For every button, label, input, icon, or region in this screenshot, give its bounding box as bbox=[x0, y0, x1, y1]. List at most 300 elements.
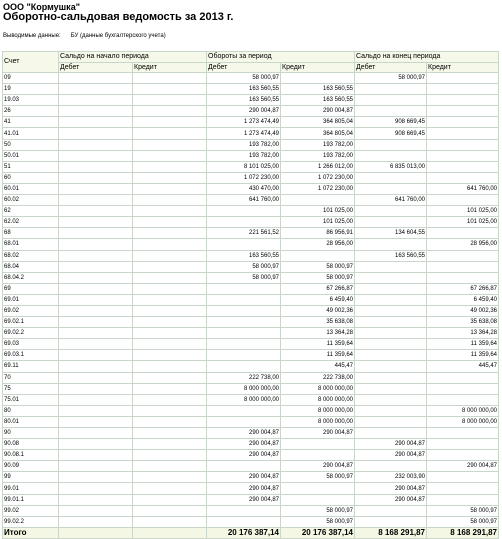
cell-closing-debit bbox=[355, 305, 427, 316]
table-row bbox=[3, 84, 499, 95]
table-row bbox=[3, 428, 499, 439]
cell-closing-credit bbox=[427, 139, 499, 150]
cell-turnover-credit: 193 782,00 bbox=[281, 150, 355, 161]
cell-account: 90 bbox=[3, 428, 59, 439]
cell-opening-debit bbox=[59, 361, 133, 372]
table-row bbox=[3, 117, 499, 128]
cell-closing-credit bbox=[427, 150, 499, 161]
table-row bbox=[3, 328, 499, 339]
totals-label: Итого bbox=[3, 528, 59, 539]
cell-turnover-credit bbox=[281, 483, 355, 494]
cell-opening-debit bbox=[59, 206, 133, 217]
table-row bbox=[3, 272, 499, 283]
cell-closing-debit bbox=[355, 350, 427, 361]
cell-opening-credit bbox=[133, 250, 207, 261]
cell-opening-debit bbox=[59, 106, 133, 117]
cell-closing-debit bbox=[355, 150, 427, 161]
table-row bbox=[3, 416, 499, 427]
cell-closing-debit bbox=[355, 183, 427, 194]
cell-closing-debit: 290 004,87 bbox=[355, 483, 427, 494]
cell-closing-debit bbox=[355, 206, 427, 217]
cell-turnover-credit: 58 000,97 bbox=[281, 272, 355, 283]
totals-closing-credit: 8 168 291,87 bbox=[427, 528, 499, 539]
cell-turnover-debit: 1 273 474,49 bbox=[207, 128, 281, 139]
cell-turnover-debit bbox=[207, 206, 281, 217]
cell-turnover-debit bbox=[207, 317, 281, 328]
cell-closing-credit bbox=[427, 106, 499, 117]
cell-opening-debit bbox=[59, 95, 133, 106]
cell-turnover-debit: 1 273 474,49 bbox=[207, 117, 281, 128]
cell-opening-credit bbox=[133, 361, 207, 372]
cell-opening-credit bbox=[133, 350, 207, 361]
cell-opening-credit bbox=[133, 505, 207, 516]
cell-closing-credit bbox=[427, 195, 499, 206]
cell-opening-credit bbox=[133, 317, 207, 328]
cell-account: 62 bbox=[3, 206, 59, 217]
cell-closing-debit: 641 760,00 bbox=[355, 195, 427, 206]
cell-turnover-credit bbox=[281, 195, 355, 206]
cell-closing-credit: 58 000,97 bbox=[427, 505, 499, 516]
cell-turnover-debit bbox=[207, 305, 281, 316]
cell-account: 69.02 bbox=[3, 305, 59, 316]
table-row bbox=[3, 450, 499, 461]
cell-closing-credit: 6 459,40 bbox=[427, 294, 499, 305]
cell-closing-credit bbox=[427, 394, 499, 405]
cell-turnover-credit: 28 956,00 bbox=[281, 239, 355, 250]
cell-opening-debit bbox=[59, 305, 133, 316]
cell-opening-debit bbox=[59, 494, 133, 505]
cell-opening-debit bbox=[59, 73, 133, 84]
cell-turnover-debit: 1 072 230,00 bbox=[207, 172, 281, 183]
table-row bbox=[3, 405, 499, 416]
cell-opening-debit bbox=[59, 239, 133, 250]
table-row bbox=[3, 106, 499, 117]
cell-closing-debit bbox=[355, 394, 427, 405]
report-title: Оборотно-сальдовая ведомость за 2013 г. bbox=[3, 11, 234, 23]
cell-closing-debit bbox=[355, 428, 427, 439]
table-row bbox=[3, 217, 499, 228]
cell-opening-credit bbox=[133, 195, 207, 206]
cell-turnover-debit: 193 782,00 bbox=[207, 139, 281, 150]
cell-account: 69.03 bbox=[3, 339, 59, 350]
cell-opening-credit bbox=[133, 328, 207, 339]
cell-closing-credit bbox=[427, 272, 499, 283]
cell-turnover-credit: 11 359,64 bbox=[281, 350, 355, 361]
cell-opening-credit bbox=[133, 461, 207, 472]
table-row bbox=[3, 183, 499, 194]
cell-turnover-credit: 163 560,55 bbox=[281, 84, 355, 95]
cell-account: 60.01 bbox=[3, 183, 59, 194]
cell-account: 69.02.2 bbox=[3, 328, 59, 339]
cell-account: 99.02.2 bbox=[3, 516, 59, 527]
cell-opening-credit bbox=[133, 183, 207, 194]
cell-turnover-credit: 8 000 000,00 bbox=[281, 405, 355, 416]
cell-account: 51 bbox=[3, 161, 59, 172]
cell-closing-credit bbox=[427, 383, 499, 394]
header-opening-debit: Дебет bbox=[59, 63, 133, 73]
table-row bbox=[3, 261, 499, 272]
cell-account: 09 bbox=[3, 73, 59, 84]
cell-opening-credit bbox=[133, 228, 207, 239]
table-row bbox=[3, 516, 499, 527]
cell-closing-credit bbox=[427, 261, 499, 272]
cell-turnover-debit bbox=[207, 416, 281, 427]
cell-closing-credit: 49 002,36 bbox=[427, 305, 499, 316]
cell-opening-credit bbox=[133, 383, 207, 394]
cell-turnover-debit bbox=[207, 283, 281, 294]
cell-account: 80.01 bbox=[3, 416, 59, 427]
cell-opening-debit bbox=[59, 483, 133, 494]
cell-opening-credit bbox=[133, 494, 207, 505]
cell-turnover-debit: 290 004,87 bbox=[207, 439, 281, 450]
cell-opening-debit bbox=[59, 505, 133, 516]
cell-turnover-credit: 58 000,97 bbox=[281, 516, 355, 527]
cell-opening-debit bbox=[59, 317, 133, 328]
cell-turnover-debit bbox=[207, 505, 281, 516]
header-turnover-debit: Дебет bbox=[207, 63, 281, 73]
cell-account: 19 bbox=[3, 84, 59, 95]
cell-closing-debit bbox=[355, 372, 427, 383]
cell-opening-debit bbox=[59, 150, 133, 161]
cell-account: 75.01 bbox=[3, 394, 59, 405]
cell-opening-debit bbox=[59, 405, 133, 416]
cell-account: 69.02.1 bbox=[3, 317, 59, 328]
cell-turnover-credit: 1 072 230,00 bbox=[281, 183, 355, 194]
cell-turnover-credit: 67 266,87 bbox=[281, 283, 355, 294]
cell-closing-credit: 67 266,87 bbox=[427, 283, 499, 294]
cell-closing-credit bbox=[427, 117, 499, 128]
cell-opening-credit bbox=[133, 73, 207, 84]
cell-opening-debit bbox=[59, 394, 133, 405]
cell-closing-credit bbox=[427, 439, 499, 450]
cell-closing-debit bbox=[355, 172, 427, 183]
cell-opening-debit bbox=[59, 84, 133, 95]
cell-closing-debit bbox=[355, 383, 427, 394]
cell-closing-credit bbox=[427, 450, 499, 461]
cell-turnover-debit: 290 004,87 bbox=[207, 494, 281, 505]
cell-turnover-credit: 101 025,00 bbox=[281, 206, 355, 217]
cell-opening-debit bbox=[59, 217, 133, 228]
cell-turnover-credit: 35 638,08 bbox=[281, 317, 355, 328]
cell-closing-credit bbox=[427, 172, 499, 183]
cell-turnover-debit bbox=[207, 405, 281, 416]
table-row bbox=[3, 339, 499, 350]
cell-opening-debit bbox=[59, 172, 133, 183]
cell-opening-credit bbox=[133, 416, 207, 427]
output-value: БУ (данные бухгалтерского учета) bbox=[70, 33, 166, 39]
cell-closing-credit: 11 359,64 bbox=[427, 350, 499, 361]
cell-turnover-debit: 8 101 025,00 bbox=[207, 161, 281, 172]
cell-opening-credit bbox=[133, 516, 207, 527]
table-row bbox=[3, 305, 499, 316]
table-row bbox=[3, 461, 499, 472]
totals-opening-debit bbox=[59, 528, 133, 539]
cell-opening-debit bbox=[59, 516, 133, 527]
cell-closing-credit: 290 004,87 bbox=[427, 461, 499, 472]
cell-turnover-credit: 364 805,04 bbox=[281, 128, 355, 139]
cell-closing-debit bbox=[355, 516, 427, 527]
cell-closing-debit bbox=[355, 294, 427, 305]
cell-opening-credit bbox=[133, 305, 207, 316]
cell-turnover-debit bbox=[207, 217, 281, 228]
cell-closing-debit: 232 003,90 bbox=[355, 472, 427, 483]
cell-closing-debit bbox=[355, 139, 427, 150]
header-closing-debit: Дебет bbox=[355, 63, 427, 73]
cell-account: 19.03 bbox=[3, 95, 59, 106]
cell-closing-debit bbox=[355, 106, 427, 117]
cell-closing-credit: 13 364,28 bbox=[427, 328, 499, 339]
cell-turnover-credit: 58 000,97 bbox=[281, 505, 355, 516]
cell-turnover-credit: 1 072 230,00 bbox=[281, 172, 355, 183]
cell-closing-credit bbox=[427, 228, 499, 239]
cell-opening-credit bbox=[133, 339, 207, 350]
cell-turnover-debit bbox=[207, 516, 281, 527]
cell-opening-debit bbox=[59, 183, 133, 194]
cell-closing-credit bbox=[427, 161, 499, 172]
table-row bbox=[3, 394, 499, 405]
cell-closing-credit: 101 025,00 bbox=[427, 217, 499, 228]
cell-closing-credit: 28 956,00 bbox=[427, 239, 499, 250]
cell-turnover-credit: 13 364,28 bbox=[281, 328, 355, 339]
cell-turnover-credit: 290 004,87 bbox=[281, 106, 355, 117]
cell-turnover-credit bbox=[281, 450, 355, 461]
cell-closing-credit bbox=[427, 483, 499, 494]
cell-opening-debit bbox=[59, 195, 133, 206]
cell-closing-debit bbox=[355, 505, 427, 516]
cell-closing-credit: 58 000,97 bbox=[427, 516, 499, 527]
cell-opening-debit bbox=[59, 428, 133, 439]
cell-closing-credit bbox=[427, 472, 499, 483]
organization-name: ООО "Кормушка" bbox=[3, 2, 80, 12]
table-row bbox=[3, 505, 499, 516]
cell-opening-credit bbox=[133, 428, 207, 439]
cell-closing-credit bbox=[427, 84, 499, 95]
output-label: Выводимые данные: bbox=[3, 33, 61, 39]
table-row bbox=[3, 95, 499, 106]
cell-account: 90.09 bbox=[3, 461, 59, 472]
totals-turnover-debit: 20 176 387,14 bbox=[207, 528, 281, 539]
cell-closing-credit: 11 359,64 bbox=[427, 339, 499, 350]
cell-account: 68.04.2 bbox=[3, 272, 59, 283]
table-row bbox=[3, 128, 499, 139]
cell-closing-debit bbox=[355, 272, 427, 283]
cell-opening-debit bbox=[59, 272, 133, 283]
cell-opening-debit bbox=[59, 139, 133, 150]
cell-opening-credit bbox=[133, 239, 207, 250]
table-row bbox=[3, 494, 499, 505]
table-row bbox=[3, 439, 499, 450]
cell-closing-credit: 8 000 000,00 bbox=[427, 416, 499, 427]
header-closing-balance: Сальдо на конец периода bbox=[355, 52, 499, 63]
cell-closing-debit bbox=[355, 239, 427, 250]
cell-turnover-debit: 163 560,55 bbox=[207, 250, 281, 261]
balance-sheet-table bbox=[2, 51, 499, 539]
cell-turnover-credit bbox=[281, 494, 355, 505]
cell-turnover-credit: 8 000 000,00 bbox=[281, 383, 355, 394]
cell-turnover-debit bbox=[207, 461, 281, 472]
cell-account: 99.02 bbox=[3, 505, 59, 516]
cell-closing-credit bbox=[427, 372, 499, 383]
cell-opening-debit bbox=[59, 350, 133, 361]
cell-account: 99.01 bbox=[3, 483, 59, 494]
cell-closing-debit: 290 004,87 bbox=[355, 494, 427, 505]
cell-account: 68.02 bbox=[3, 250, 59, 261]
cell-turnover-debit: 430 470,00 bbox=[207, 183, 281, 194]
cell-account: 60.02 bbox=[3, 195, 59, 206]
cell-closing-debit bbox=[355, 328, 427, 339]
table-row bbox=[3, 172, 499, 183]
cell-opening-credit bbox=[133, 483, 207, 494]
cell-turnover-debit: 221 561,52 bbox=[207, 228, 281, 239]
cell-opening-credit bbox=[133, 84, 207, 95]
table-row bbox=[3, 195, 499, 206]
cell-turnover-credit: 49 002,36 bbox=[281, 305, 355, 316]
table-row bbox=[3, 361, 499, 372]
cell-turnover-debit: 290 004,87 bbox=[207, 472, 281, 483]
table-row bbox=[3, 294, 499, 305]
table-row bbox=[3, 161, 499, 172]
cell-closing-debit bbox=[355, 416, 427, 427]
header-account: Счет bbox=[3, 52, 59, 73]
cell-account: 68 bbox=[3, 228, 59, 239]
cell-closing-debit bbox=[355, 405, 427, 416]
table-row bbox=[3, 472, 499, 483]
cell-account: 41 bbox=[3, 117, 59, 128]
cell-closing-debit: 908 669,45 bbox=[355, 128, 427, 139]
cell-account: 41.01 bbox=[3, 128, 59, 139]
cell-account: 62.02 bbox=[3, 217, 59, 228]
cell-opening-credit bbox=[133, 206, 207, 217]
cell-turnover-credit: 193 782,00 bbox=[281, 139, 355, 150]
cell-closing-debit bbox=[355, 217, 427, 228]
cell-opening-debit bbox=[59, 161, 133, 172]
cell-opening-credit bbox=[133, 172, 207, 183]
totals-closing-debit: 8 168 291,87 bbox=[355, 528, 427, 539]
cell-opening-credit bbox=[133, 261, 207, 272]
cell-closing-credit bbox=[427, 95, 499, 106]
cell-turnover-debit: 163 560,55 bbox=[207, 84, 281, 95]
cell-opening-credit bbox=[133, 294, 207, 305]
table-row bbox=[3, 350, 499, 361]
cell-opening-credit bbox=[133, 106, 207, 117]
cell-turnover-debit bbox=[207, 239, 281, 250]
cell-closing-debit bbox=[355, 261, 427, 272]
cell-closing-debit: 290 004,87 bbox=[355, 439, 427, 450]
cell-closing-debit bbox=[355, 461, 427, 472]
cell-turnover-debit: 163 560,55 bbox=[207, 95, 281, 106]
cell-account: 50.01 bbox=[3, 150, 59, 161]
table-row bbox=[3, 483, 499, 494]
cell-account: 75 bbox=[3, 383, 59, 394]
totals-opening-credit bbox=[133, 528, 207, 539]
cell-closing-credit: 8 000 000,00 bbox=[427, 405, 499, 416]
cell-opening-credit bbox=[133, 95, 207, 106]
cell-account: 26 bbox=[3, 106, 59, 117]
cell-closing-debit: 290 004,87 bbox=[355, 450, 427, 461]
cell-turnover-credit: 163 560,55 bbox=[281, 95, 355, 106]
cell-turnover-debit: 58 000,97 bbox=[207, 261, 281, 272]
cell-turnover-debit: 290 004,87 bbox=[207, 450, 281, 461]
table-row bbox=[3, 206, 499, 217]
cell-closing-debit bbox=[355, 339, 427, 350]
cell-turnover-credit: 58 000,97 bbox=[281, 261, 355, 272]
cell-opening-debit bbox=[59, 228, 133, 239]
header-turnover-credit: Кредит bbox=[281, 63, 355, 73]
cell-closing-credit bbox=[427, 494, 499, 505]
cell-turnover-debit: 58 000,97 bbox=[207, 73, 281, 84]
cell-opening-credit bbox=[133, 117, 207, 128]
cell-opening-debit bbox=[59, 416, 133, 427]
cell-opening-debit bbox=[59, 294, 133, 305]
cell-turnover-debit bbox=[207, 328, 281, 339]
cell-opening-debit bbox=[59, 372, 133, 383]
cell-turnover-credit: 222 738,00 bbox=[281, 372, 355, 383]
cell-opening-credit bbox=[133, 161, 207, 172]
cell-closing-credit bbox=[427, 250, 499, 261]
table-row bbox=[3, 150, 499, 161]
cell-opening-credit bbox=[133, 472, 207, 483]
table-row bbox=[3, 139, 499, 150]
cell-opening-credit bbox=[133, 150, 207, 161]
cell-turnover-credit: 8 000 000,00 bbox=[281, 394, 355, 405]
cell-account: 69.01 bbox=[3, 294, 59, 305]
cell-opening-credit bbox=[133, 128, 207, 139]
cell-closing-debit bbox=[355, 317, 427, 328]
cell-account: 60 bbox=[3, 172, 59, 183]
output-settings bbox=[3, 33, 176, 39]
totals-turnover-credit: 20 176 387,14 bbox=[281, 528, 355, 539]
cell-opening-credit bbox=[133, 439, 207, 450]
cell-turnover-credit: 8 000 000,00 bbox=[281, 416, 355, 427]
cell-opening-debit bbox=[59, 128, 133, 139]
cell-closing-credit: 641 760,00 bbox=[427, 183, 499, 194]
cell-turnover-credit: 11 359,64 bbox=[281, 339, 355, 350]
cell-closing-credit bbox=[427, 73, 499, 84]
header-closing-credit: Кредит bbox=[427, 63, 499, 73]
cell-opening-credit bbox=[133, 394, 207, 405]
cell-opening-debit bbox=[59, 472, 133, 483]
cell-opening-credit bbox=[133, 372, 207, 383]
cell-account: 90.08 bbox=[3, 439, 59, 450]
cell-turnover-debit: 641 760,00 bbox=[207, 195, 281, 206]
cell-turnover-debit: 58 000,97 bbox=[207, 272, 281, 283]
cell-turnover-debit: 290 004,87 bbox=[207, 428, 281, 439]
cell-account: 69.11 bbox=[3, 361, 59, 372]
cell-account: 99.01.1 bbox=[3, 494, 59, 505]
cell-account: 99 bbox=[3, 472, 59, 483]
totals-row bbox=[3, 528, 499, 539]
cell-closing-debit bbox=[355, 361, 427, 372]
cell-closing-debit: 58 000,97 bbox=[355, 73, 427, 84]
cell-opening-credit bbox=[133, 450, 207, 461]
cell-closing-credit bbox=[427, 128, 499, 139]
table-body bbox=[3, 73, 499, 528]
cell-closing-credit: 445,47 bbox=[427, 361, 499, 372]
cell-closing-credit: 35 638,08 bbox=[427, 317, 499, 328]
cell-turnover-credit bbox=[281, 439, 355, 450]
cell-closing-credit: 101 025,00 bbox=[427, 206, 499, 217]
cell-opening-debit bbox=[59, 328, 133, 339]
cell-turnover-credit: 6 459,40 bbox=[281, 294, 355, 305]
table-row bbox=[3, 283, 499, 294]
cell-opening-credit bbox=[133, 405, 207, 416]
cell-opening-credit bbox=[133, 272, 207, 283]
header-opening-credit: Кредит bbox=[133, 63, 207, 73]
cell-account: 68.01 bbox=[3, 239, 59, 250]
cell-turnover-debit bbox=[207, 350, 281, 361]
table-row bbox=[3, 372, 499, 383]
cell-account: 90.08.1 bbox=[3, 450, 59, 461]
